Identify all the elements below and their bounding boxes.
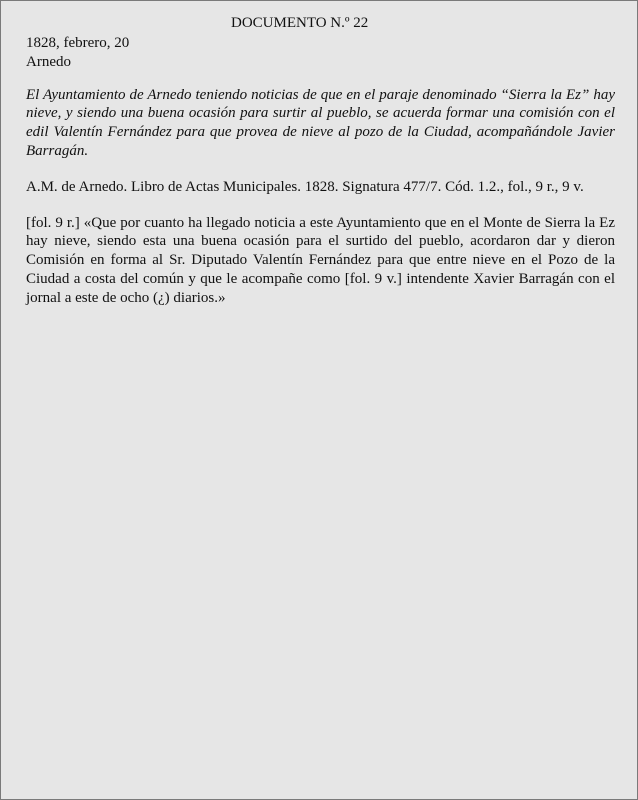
archival-source: A.M. de Arnedo. Libro de Actas Municipales. 1828. Signatura 477/7. Cód. 1.2., fol., 9 r., 9 v. bbox=[26, 178, 584, 195]
document-title-text: DOCUMENTO N.º 22 bbox=[231, 15, 369, 31]
document-date: 1828, febrero, 20 bbox=[26, 35, 130, 51]
document-summary: El Ayuntamiento de Arnedo teniendo noticias de que en el paraje denominado “Sierra la Ez” hay nieve, y siendo una buena ocasión para surtir al pueblo, se acuerda formar una comisión con el edil Valentín Fernández para que provea de nieve al pozo de la Ciudad, acompañándole Javier Barragán. bbox=[26, 86, 615, 159]
document-transcription: [fol. 9 r.] «Que por cuanto ha llegado noticia a este Ayuntamiento que en el Monte de Sierra la Ez hay nieve, siendo esta una buena ocasión para el surtido del pueblo, acordaron dar y dieron Comisión en forma al Sr. Diputado Valentín Fernández para que entre nieve en el Pozo de la Ciudad a costa del común y que le acompañe como [fol. 9 v.] intendente Xavier Barragán con el jornal a este de ocho (¿) diarios.» bbox=[26, 214, 615, 306]
document-title bbox=[1, 14, 601, 32]
document-body bbox=[26, 34, 615, 308]
document-place: Arnedo bbox=[26, 53, 71, 70]
